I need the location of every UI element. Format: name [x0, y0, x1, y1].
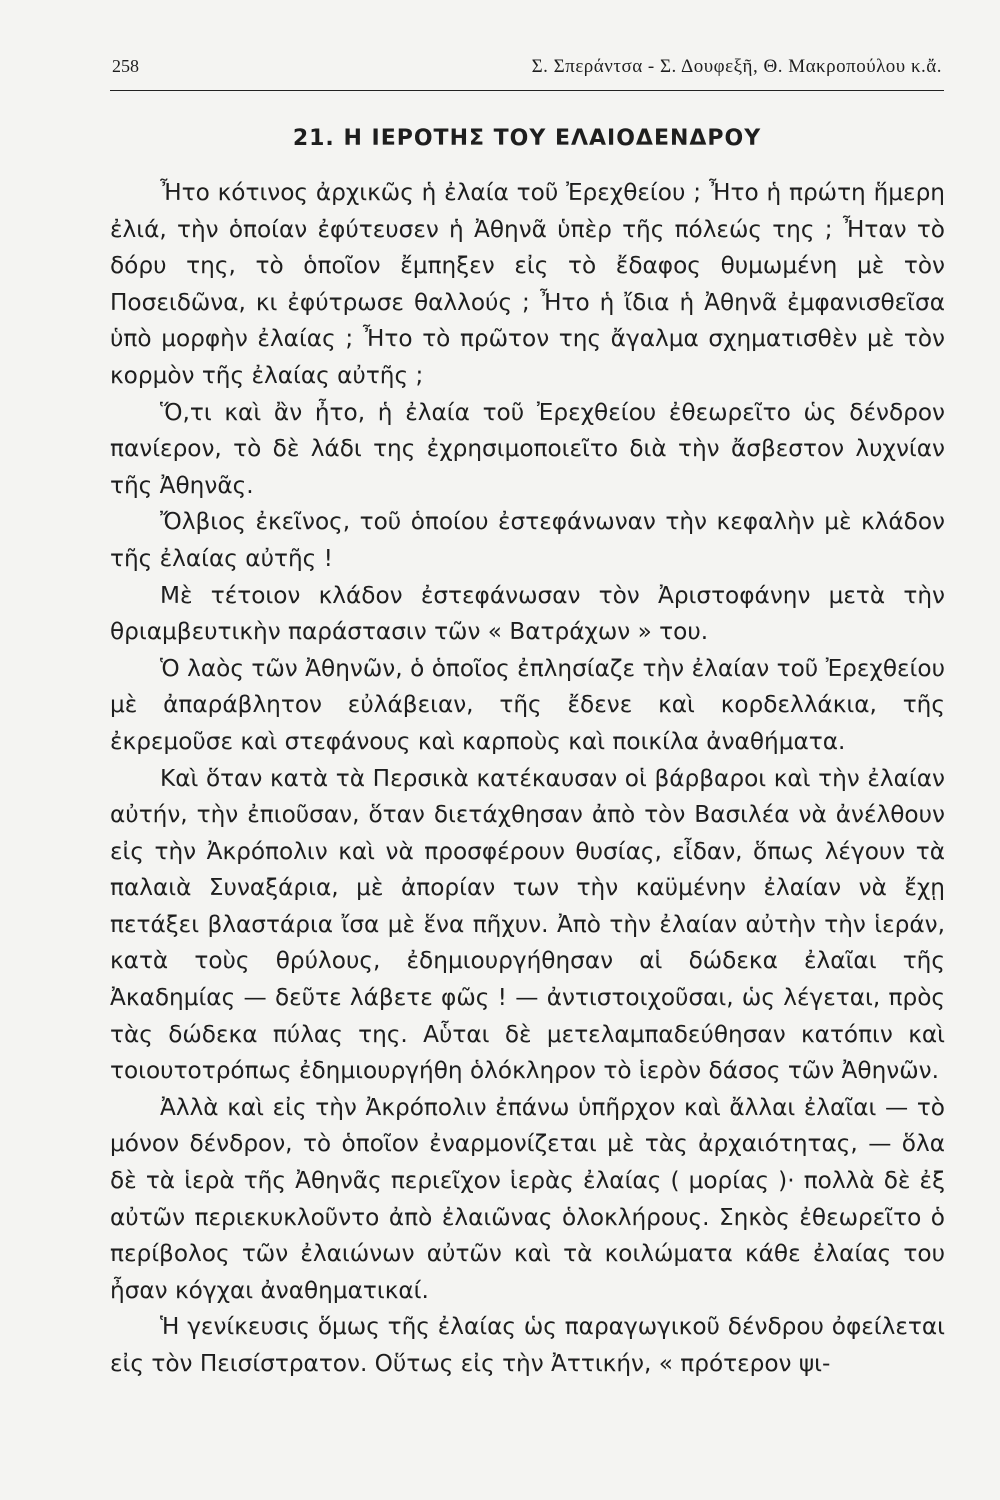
paragraph-2: Ὅ,τι καὶ ἂν ἦτο, ἡ ἐλαία τοῦ Ἐρεχθείου ἐθεωρεῖτο ὡς δένδρον πανίερον, τὸ δὲ λάδι της ἐχρησιμοποιεῖτο διὰ τὴν ἄσβεστον λυχνίαν τῆς Ἀθηνᾶς. [110, 398, 945, 499]
chapter-title: 21. Η ΙΕΡΟΤΗΣ ΤΟΥ ΕΛΑΙΟΔΕΝΔΡΟΥ [292, 126, 762, 151]
paragraph-4: Μὲ τέτοιον κλάδον ἐστεφάνωσαν τὸν Ἀριστοφάνην μετὰ τὴν θριαμβευτικὴν παράστασιν τῶν « Βατράχων » του. [110, 581, 945, 646]
header-rule [110, 90, 944, 91]
page-header [112, 56, 942, 86]
paragraph-1: Ἦτο κότινος ἀρχικῶς ἡ ἐλαία τοῦ Ἐρεχθείου ; Ἦτο ἡ πρώτη ἥμερη ἐλιά, τὴν ὁποίαν ἐφύτευσεν ἡ Ἀθηνᾶ ὑπὲρ τῆς πόλεώς της ; Ἦταν τὸ δόρυ της, τὸ ὁποῖον ἔμπηξεν εἰς τὸ ἔδαφος θυμωμένη μὲ τὸν Ποσειδῶνα, κι ἐφύτρωσε θαλλούς ; Ἦτο ἡ ἴδια ἡ Ἀθηνᾶ ἐμφανισθεῖσα ὑπὸ μορφὴν ἐλαίας ; Ἦτο τὸ πρῶτον της ἄγαλμα σχηματισθὲν μὲ τὸν κορμὸν τῆς ἐλαίας αὐτῆς ; [110, 179, 945, 389]
body-text [110, 175, 945, 1383]
paragraph-7: Ἀλλὰ καὶ εἰς τὴν Ἀκρόπολιν ἐπάνω ὑπῆρχον καὶ ἄλλαι ἐλαῖαι — τὸ μόνον δένδρον, τὸ ὁποῖον ἐναρμονίζεται μὲ τὰς ἀρχαιότητας, — ὅλα δὲ τὰ ἱερὰ τῆς Ἀθηνᾶς περιεῖχον ἱερὰς ἐλαίας ( μορίας )· πολλὰ δὲ ἐξ αὐτῶν περιεκυκλοῦντο ἀπὸ ἐλαιῶνας ὁλοκλήρους. Σηκὸς ἐθεωρεῖτο ὁ περίβολος τῶν ἐλαιώνων αὐτῶν καὶ τὰ κοιλώματα κάθε ἐλαίας του ἦσαν κόγχαι ἀναθηματικαί. [110, 1093, 945, 1304]
paragraph-3: Ὄλβιος ἐκεῖνος, τοῦ ὁποίου ἐστεφάνωναν τὴν κεφαλὴν μὲ κλάδον τῆς ἐλαίας αὐτῆς ! [110, 508, 945, 572]
page-number: 258 [112, 56, 139, 76]
running-head: Σ. Σπεράντσα - Σ. Δουφεξῆ, Θ. Μακροπούλου κ.ἄ. [531, 56, 942, 77]
paragraph-5: Ὁ λαὸς τῶν Ἀθηνῶν, ὁ ὁποῖος ἐπλησίαζε τὴν ἐλαίαν τοῦ Ἐρεχθείου μὲ ἀπαράβλητον εὐλάβειαν, τῆς ἔδενε καὶ κορδελλάκια, τῆς ἐκρεμοῦσε καὶ στεφάνους καὶ καρποὺς καὶ ποικίλα ἀναθήματα. [110, 654, 945, 755]
paragraph-6: Καὶ ὅταν κατὰ τὰ Περσικὰ κατέκαυσαν οἱ βάρβαροι καὶ τὴν ἐλαίαν αὐτήν, τὴν ἐπιοῦσαν, ὅταν διετάχθησαν ἀπὸ τὸν Βασιλέα νὰ ἀνέλθουν εἰς τὴν Ἀκρόπολιν καὶ νὰ προσφέρουν θυσίας, εἶδαν, ὅπως λέγουν τὰ παλαιὰ Συναξάρια, μὲ ἀπορίαν των τὴν καϋμένην ἐλαίαν νὰ ἔχῃ πετάξει βλαστάρια ἴσα μὲ ἕνα πῆχυν. Ἀπὸ τὴν ἐλαίαν αὐτὴν τὴν ἱεράν, κατὰ τοὺς θρύλους, ἐδημιουργήθησαν αἱ δώδεκα ἐλαῖαι τῆς Ἀκαδημίας — δεῦτε λάβετε φῶς ! — ἀντιστοιχοῦσαι, ὡς λέγεται, πρὸς τὰς δώδεκα πύλας της. Αὗται δὲ μετελαμπαδεύθησαν κατόπιν καὶ τοιουτοτρόπως ἐδημιουργήθη ὁλόκληρον τὸ ἱερὸν δάσος τῶν Ἀθηνῶν. [110, 764, 945, 1085]
paragraph-8: Ἡ γενίκευσις ὅμως τῆς ἐλαίας ὡς παραγωγικοῦ δένδρου ὀφείλεται εἰς τὸν Πεισίστρατον. Οὕτως εἰς τὴν Ἀττικήν, « πρότερον ψι- [110, 1313, 945, 1377]
